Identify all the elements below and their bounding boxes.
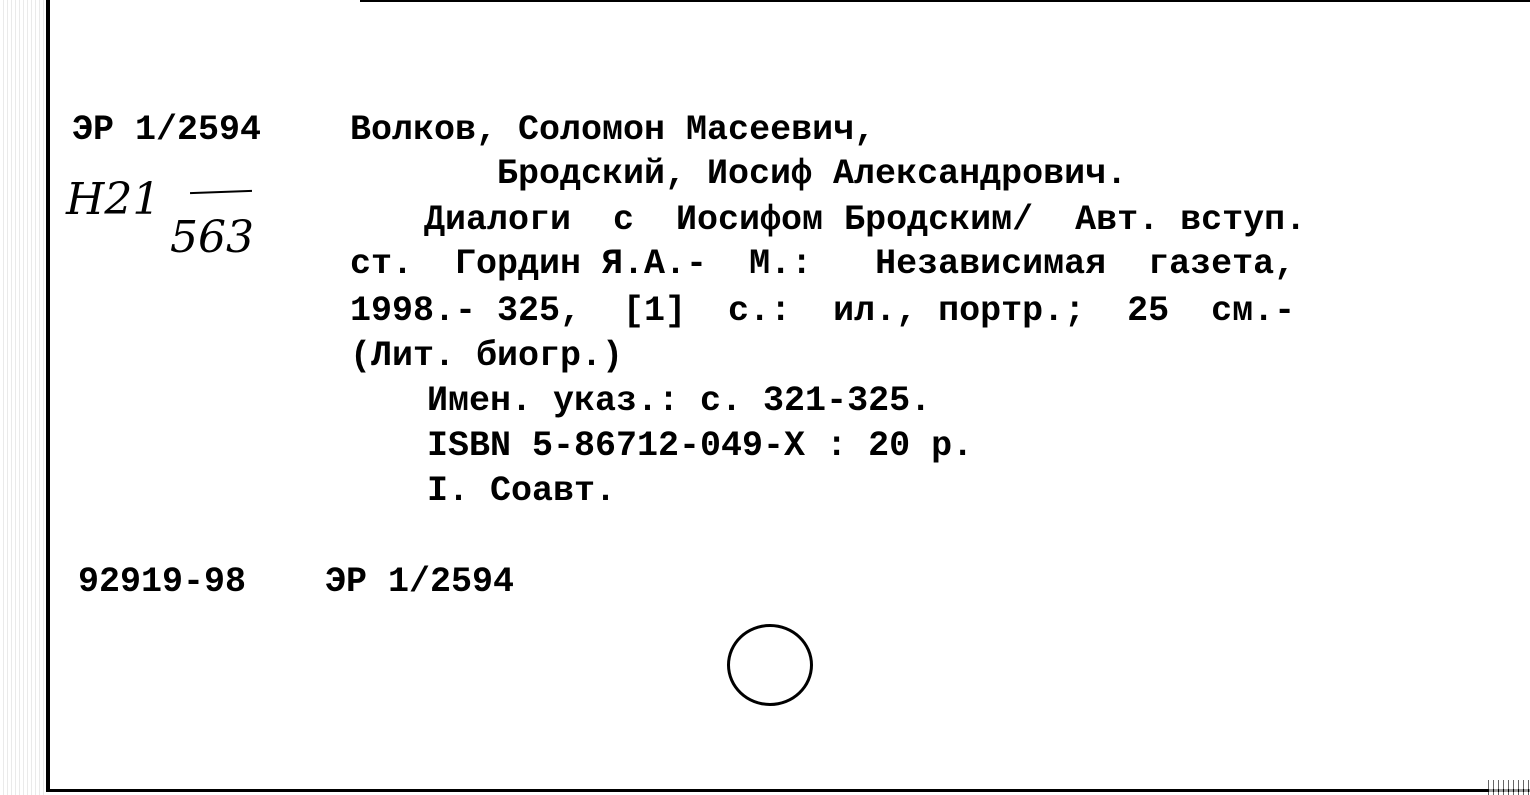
coauthor-note-line: I. Соавт. bbox=[427, 471, 617, 511]
index-note-line: Имен. указ.: с. 321-325. bbox=[427, 381, 932, 421]
series-line: (Лит. биогр.) bbox=[350, 336, 624, 376]
handwritten-code-bottom: 563 bbox=[170, 212, 254, 263]
publication-line: ст. Гордин Я.А.- М.: Независимая газета, bbox=[350, 244, 1296, 284]
scan-edge-marks bbox=[1488, 780, 1530, 795]
scan-margin-strip bbox=[0, 0, 46, 795]
card-punch-hole bbox=[727, 624, 813, 706]
card-top-edge bbox=[360, 0, 1530, 2]
author-line: Волков, Соломон Масеевич, bbox=[350, 110, 876, 150]
registration-number: 92919-98 bbox=[78, 562, 247, 602]
handwritten-code-top: Н21 bbox=[66, 174, 161, 225]
physical-description-line: 1998.- 325, [1] с.: ил., портр.; 25 см.- bbox=[350, 291, 1296, 331]
title-line: Диалоги с Иосифом Бродским/ Авт. вступ. bbox=[424, 200, 1307, 240]
shelfmark: ЭР 1/2594 bbox=[72, 110, 262, 150]
footer-shelfmark: ЭР 1/2594 bbox=[325, 562, 515, 602]
coauthor-line: Бродский, Иосиф Александрович. bbox=[497, 154, 1128, 194]
isbn-line: ISBN 5-86712-049-X : 20 р. bbox=[427, 426, 974, 466]
